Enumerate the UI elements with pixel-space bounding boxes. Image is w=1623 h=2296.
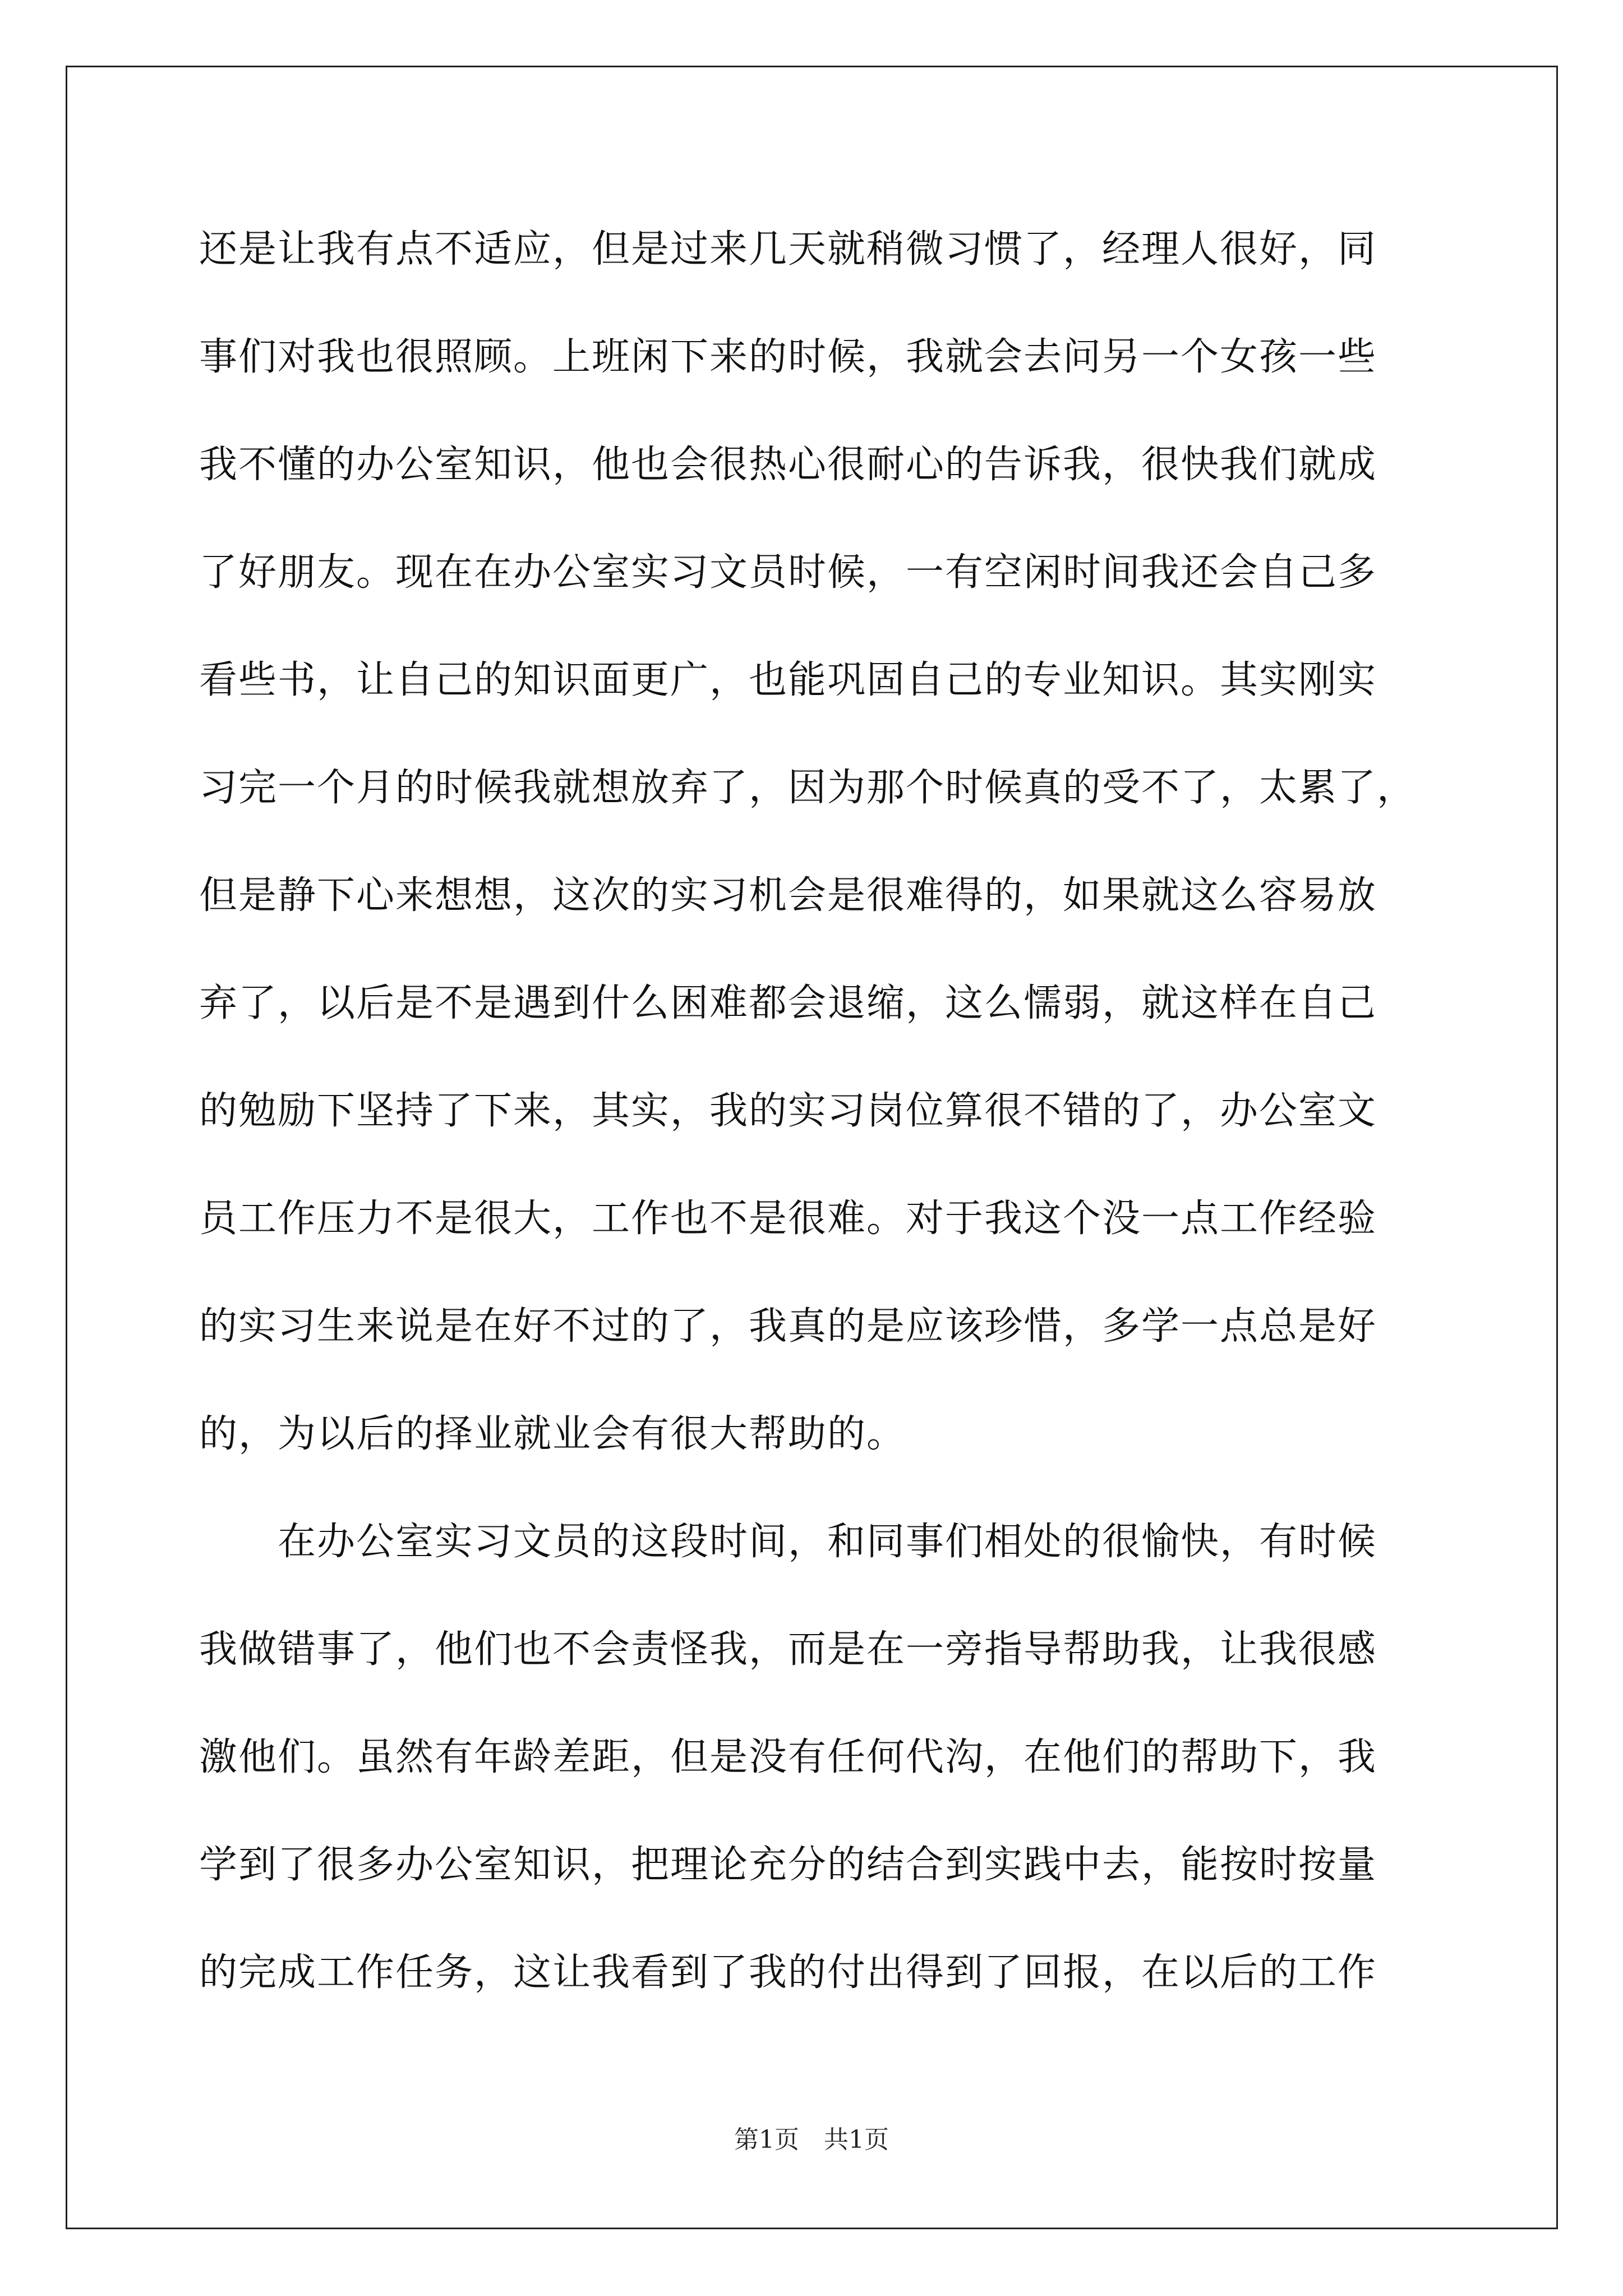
- text-line: 但是静下心来想想，这次的实习机会是很难得的，如果就这么容易放: [199, 873, 1377, 918]
- text-line: 看些书，让自己的知识面更广，也能巩固自己的专业知识。其实刚实: [199, 658, 1377, 702]
- text-line: 事们对我也很照顾。上班闲下来的时候，我就会去问另一个女孩一些: [199, 335, 1377, 379]
- text-line: 的，为以后的择业就业会有很大帮助的。: [199, 1412, 906, 1456]
- text-line: 我不懂的办公室知识，他也会很热心很耐心的告诉我，很快我们就成: [199, 443, 1377, 487]
- text-line: 还是让我有点不适应，但是过来几天就稍微习惯了，经理人很好，同: [199, 227, 1377, 272]
- text-line: 的勉励下坚持了下来，其实，我的实习岗位算很不错的了，办公室文: [199, 1089, 1377, 1133]
- text-line: 我做错事了，他们也不会责怪我，而是在一旁指导帮助我，让我很感: [199, 1627, 1377, 1672]
- text-line: 了好朋友。现在在办公室实习文员时候，一有空闲时间我还会自己多: [199, 550, 1377, 595]
- page-footer: 第1页 共1页: [734, 2125, 889, 2154]
- text-line: 习完一个月的时候我就想放弃了，因为那个时候真的受不了，太累了，: [199, 766, 1417, 810]
- page-border: [66, 66, 1558, 2229]
- text-line: 在办公室实习文员的这段时间，和同事们相处的很愉快，有时候: [199, 1520, 1377, 1564]
- text-line: 学到了很多办公室知识，把理论充分的结合到实践中去，能按时按量: [199, 1843, 1377, 1887]
- text-line: 的完成工作任务，这让我看到了我的付出得到了回报，在以后的工作: [199, 1950, 1377, 1995]
- text-line: 员工作压力不是很大，工作也不是很难。对于我这个没一点工作经验: [199, 1197, 1377, 1241]
- text-line: 激他们。虽然有年龄差距，但是没有任何代沟，在他们的帮助下，我: [199, 1735, 1377, 1779]
- text-line: 弃了，以后是不是遇到什么困难都会退缩，这么懦弱，就这样在自己: [199, 981, 1377, 1025]
- text-line: 的实习生来说是在好不过的了，我真的是应该珍惜，多学一点总是好: [199, 1304, 1377, 1349]
